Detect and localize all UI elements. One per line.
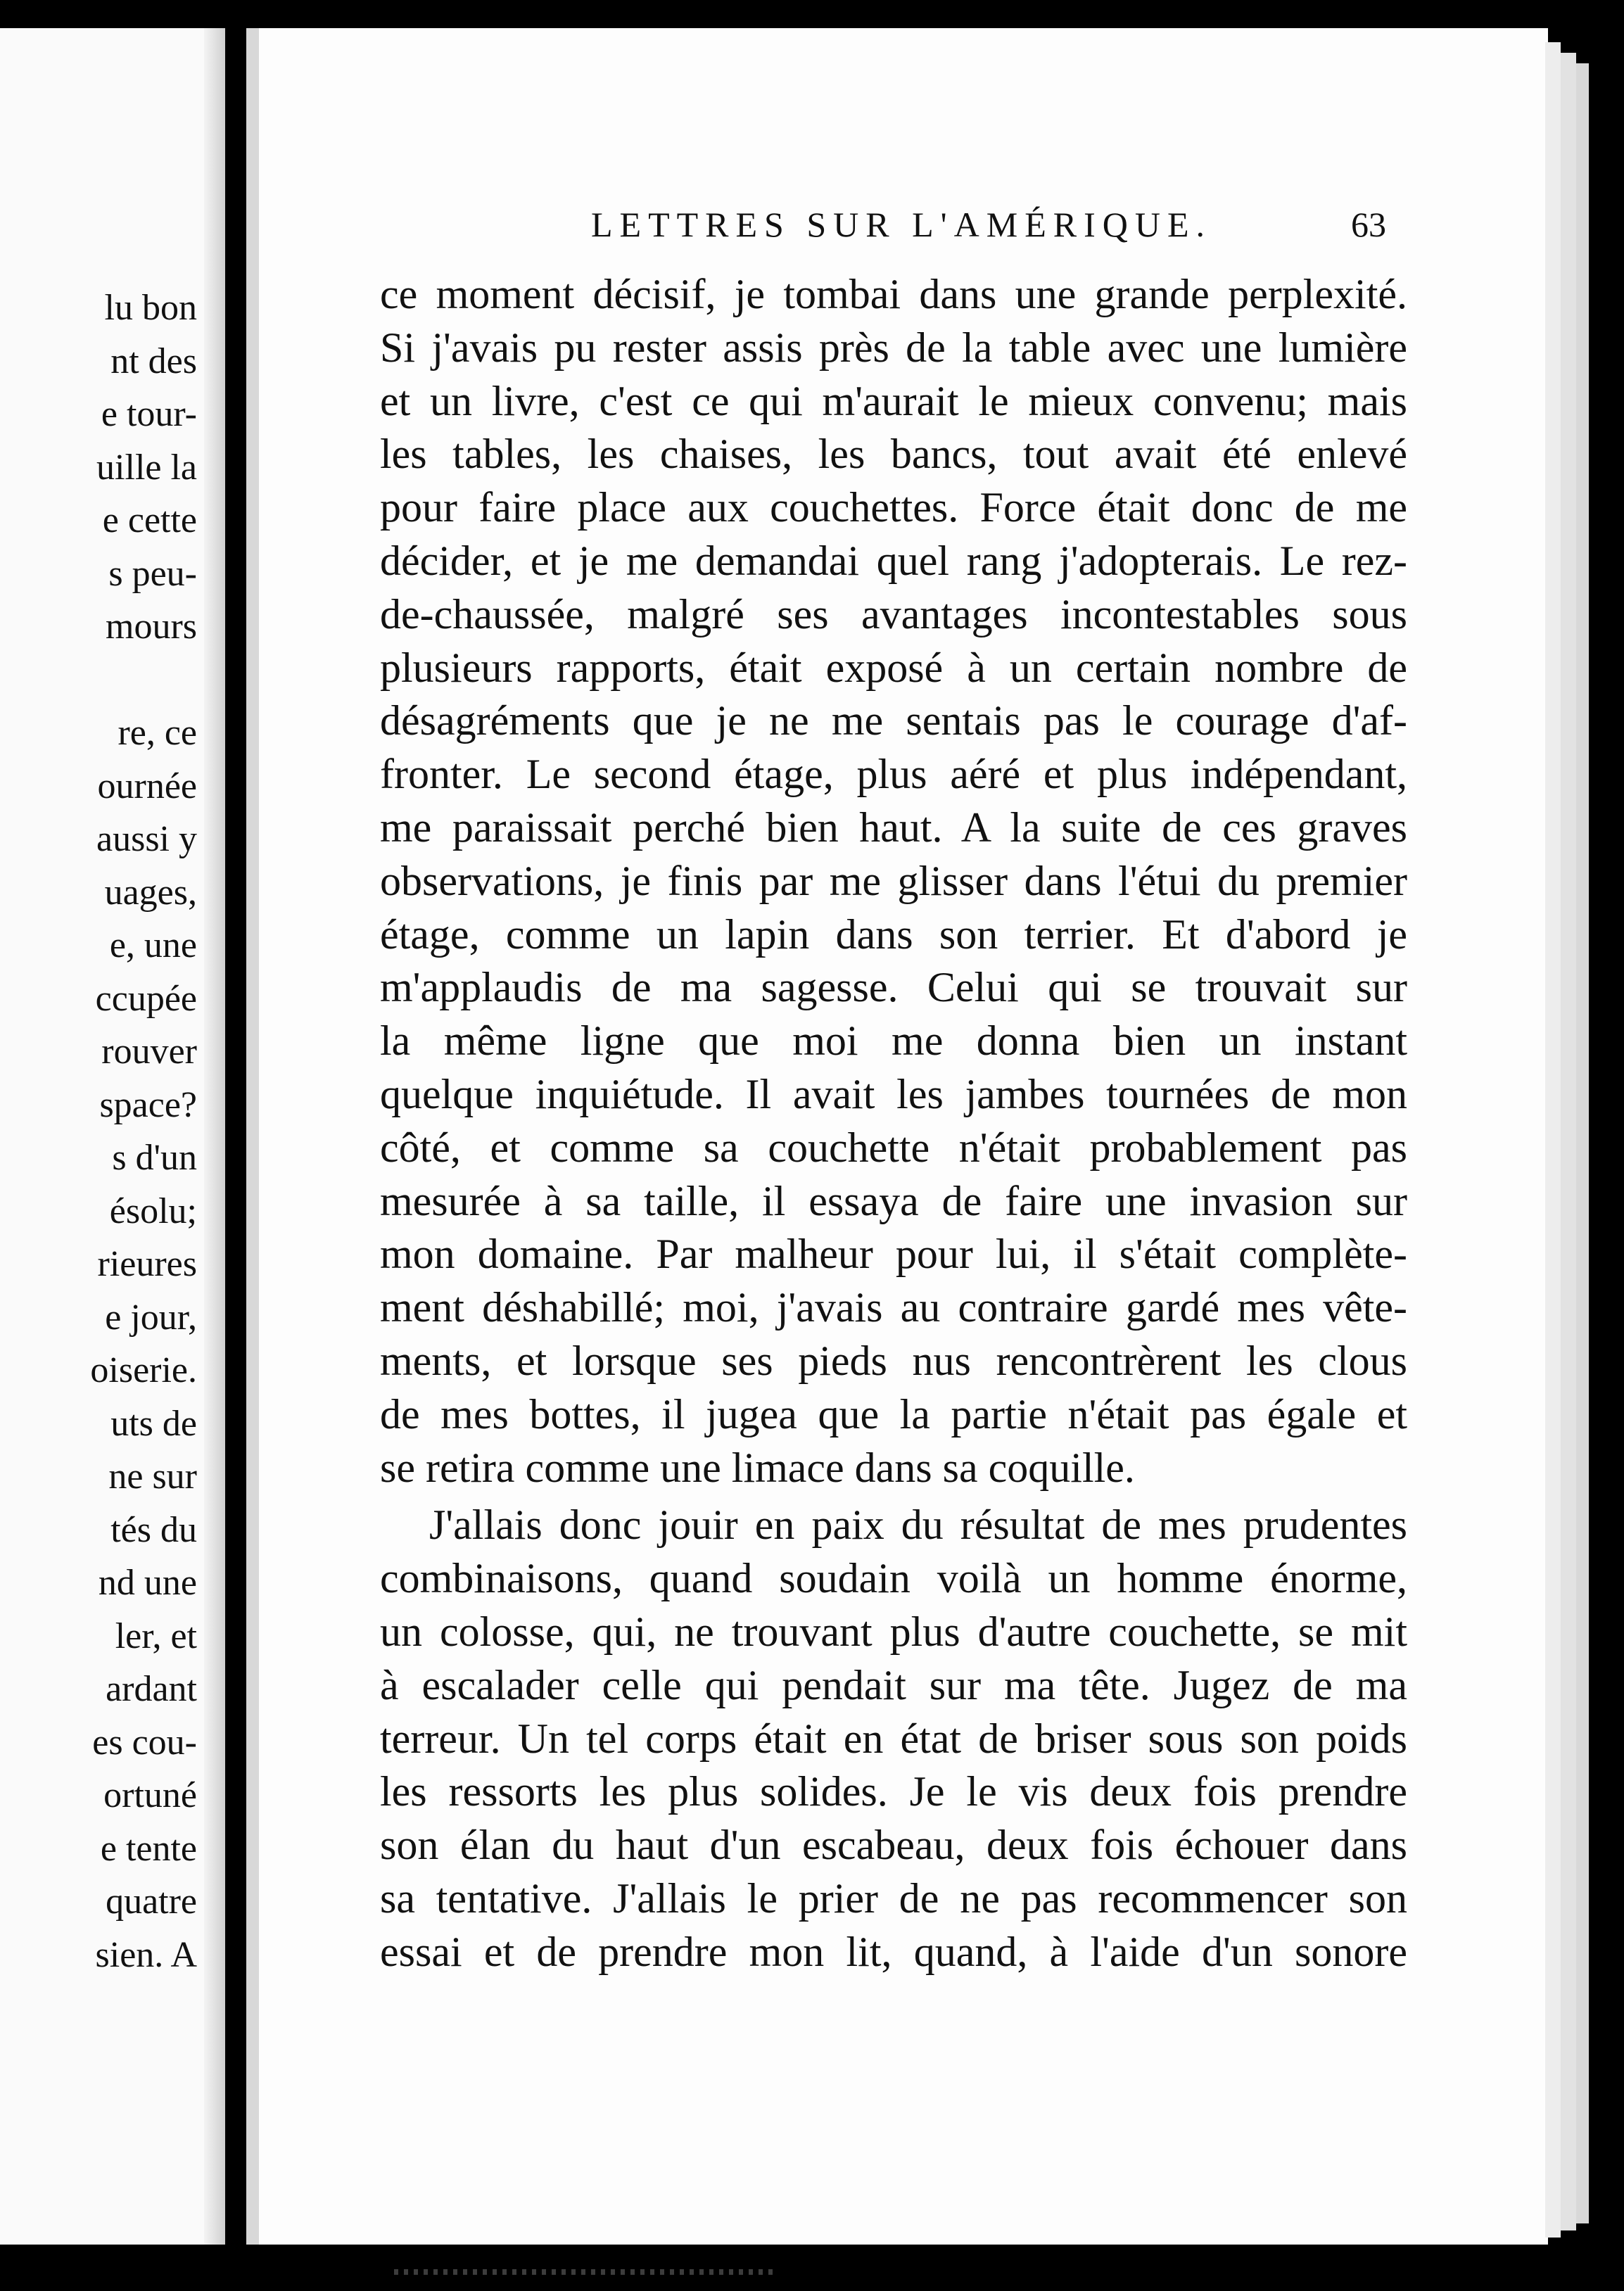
paragraph-2-line: combinaisons, quand soudain voilà un homme énorme, bbox=[380, 1555, 1407, 1602]
left-page-line: e jour, bbox=[105, 1297, 197, 1338]
left-page-line: quatre bbox=[106, 1881, 197, 1922]
paragraph-1-line: désagréments que je ne me sentais pas le courage d'af- bbox=[380, 697, 1407, 744]
left-page-line: s peu- bbox=[108, 553, 197, 594]
paragraph-2-line: les ressorts les plus solides. Je le vis deux fois prendre bbox=[380, 1768, 1407, 1815]
page-edge bbox=[1561, 53, 1576, 2230]
left-page-line: ournée bbox=[97, 766, 197, 806]
left-facing-page bbox=[0, 28, 225, 2245]
left-page-line: rouver bbox=[101, 1032, 197, 1072]
left-page-line: uts de bbox=[110, 1403, 197, 1444]
paragraph-2-line: J'allais donc jouir en paix du résultat de mes prudentes bbox=[429, 1502, 1407, 1549]
left-page-line: nd une bbox=[98, 1563, 197, 1603]
paragraph-1-line: me paraissait perché bien haut. A la suite de ces graves bbox=[380, 804, 1407, 851]
left-page-line: s d'un bbox=[112, 1138, 197, 1178]
left-page-line: nt des bbox=[110, 341, 197, 381]
paragraph-1-line: plusieurs rapports, était exposé à un certain nombre de bbox=[380, 644, 1407, 691]
left-page-line: ortuné bbox=[103, 1775, 197, 1815]
paragraph-1-line: fronter. Le second étage, plus aéré et plus indépendant, bbox=[380, 751, 1407, 798]
left-page-line: ésolu; bbox=[109, 1191, 197, 1231]
left-page-line: uages, bbox=[104, 872, 197, 913]
paragraph-1-line: la même ligne que moi me donna bien un instant bbox=[380, 1017, 1407, 1065]
paragraph-1-line: étage, comme un lapin dans son terrier. Et d'abord je bbox=[380, 910, 1407, 958]
left-page-line: oiserie. bbox=[90, 1350, 197, 1390]
running-head: LETTRES SUR L'AMÉRIQUE. bbox=[591, 205, 1212, 244]
left-page-line: mours bbox=[106, 607, 197, 647]
paragraph-1-line: mon domaine. Par malheur pour lui, il s'était complète- bbox=[380, 1231, 1407, 1278]
paragraph-1-line: les tables, les chaises, les bancs, tout avait été enlevé bbox=[380, 431, 1407, 478]
paragraph-1-line: mesurée à sa taille, il essaya de faire une invasion sur bbox=[380, 1177, 1407, 1224]
paragraph-2-line: à escalader celle qui pendait sur ma tête. Jugez de ma bbox=[380, 1661, 1407, 1708]
paragraph-2-line: son élan du haut d'un escabeau, deux fois échouer dans bbox=[380, 1822, 1407, 1869]
left-page-line: es cou- bbox=[92, 1722, 197, 1763]
gutter-shadow bbox=[204, 28, 225, 2245]
page-edge bbox=[1576, 63, 1589, 2223]
paragraph-1-line: observations, je finis par me glisser dans l'étui du premier bbox=[380, 857, 1407, 904]
left-page-line: tés du bbox=[110, 1509, 197, 1550]
paragraph-1-line: ment déshabillé; moi, j'avais au contraire gardé mes vête- bbox=[380, 1284, 1407, 1331]
left-page-line: aussi y bbox=[96, 819, 197, 859]
left-page-line: e cette bbox=[102, 500, 197, 540]
left-page-line: ler, et bbox=[115, 1616, 197, 1656]
left-page-line: e tente bbox=[100, 1828, 197, 1869]
left-page-line: sien. A bbox=[95, 1934, 197, 1975]
left-page-line: uille la bbox=[96, 447, 197, 488]
left-page-line: ardant bbox=[106, 1669, 197, 1709]
paragraph-1-line: ments, et lorsque ses pieds nus rencontrèrent les clous bbox=[380, 1338, 1407, 1384]
paragraph-1-line: m'applaudis de ma sagesse. Celui qui se trouvait sur bbox=[380, 964, 1407, 1011]
paragraph-1-line: se retira comme une limace dans sa coquille. bbox=[380, 1444, 1135, 1491]
paragraph-1-line: et un livre, c'est ce qui m'aurait le mieux convenu; mais bbox=[380, 377, 1407, 424]
page-number: 63 bbox=[1351, 205, 1386, 244]
paragraph-2-line: terreur. Un tel corps était en état de briser sous son poids bbox=[380, 1715, 1407, 1762]
left-page-line: e tour- bbox=[101, 394, 197, 434]
paragraph-1-line: de mes bottes, il jugea que la partie n'était pas égale et bbox=[380, 1390, 1407, 1438]
left-page-line: lu bon bbox=[104, 288, 197, 328]
left-page-line: ccupée bbox=[95, 978, 197, 1019]
left-page-line: rieures bbox=[97, 1244, 197, 1284]
page-edge bbox=[1545, 42, 1561, 2238]
left-page-line: ne sur bbox=[108, 1457, 197, 1497]
paragraph-1-line: ce moment décisif, je tombai dans une grande perplexité. bbox=[380, 271, 1407, 317]
paragraph-1-line: pour faire place aux couchettes. Force était donc de me bbox=[380, 484, 1407, 531]
paragraph-2-line: un colosse, qui, ne trouvant plus d'autre couchette, se mit bbox=[380, 1608, 1407, 1655]
paragraph-1-line: côté, et comme sa couchette n'était probablement pas bbox=[380, 1124, 1407, 1171]
left-page-line: e, une bbox=[109, 925, 197, 965]
paragraph-1-line: de-chaussée, malgré ses avantages incontestables sous bbox=[380, 590, 1407, 637]
left-page-line: space? bbox=[99, 1084, 197, 1125]
paragraph-2-line: sa tentative. J'allais le prier de ne pas recommencer son bbox=[380, 1875, 1407, 1922]
paragraph-1-line: Si j'avais pu rester assis près de la table avec une lumière bbox=[380, 324, 1407, 371]
paragraph-1-line: quelque inquiétude. Il avait les jambes tournées de mon bbox=[380, 1071, 1407, 1117]
scan-artifact bbox=[394, 2269, 774, 2275]
left-page-line: re, ce bbox=[118, 713, 197, 753]
paragraph-2-line: essai et de prendre mon lit, quand, à l'aide d'un sonore bbox=[380, 1928, 1407, 1975]
paragraph-1-line: décider, et je me demandai quel rang j'adopterais. Le rez- bbox=[380, 538, 1407, 584]
